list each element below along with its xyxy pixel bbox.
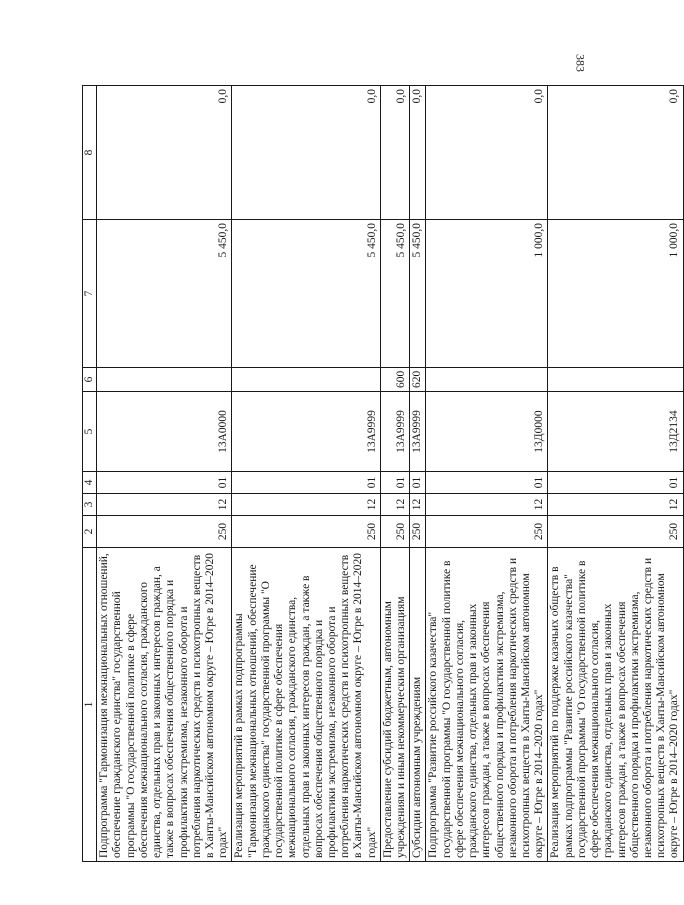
table-row <box>548 86 683 862</box>
row-admin-code: 250 <box>410 516 426 548</box>
header-cell-8: 8 <box>83 86 97 220</box>
row-subsection: 01 <box>97 472 232 494</box>
row-target-article: 13А0000 <box>97 392 232 472</box>
table-row <box>232 86 380 862</box>
row-description: Реализация мероприятий по поддержке казачьих обществ в рамках подпрограммы "Развитие российского казачества" государственной программы "О государственной политике в сфере обеспечения межнационального согласия, гражданского единства, отдельных прав и законных интересов граждан, а также в вопросах обеспечения общественного порядка и профилактики экстремизма, незаконного оборота и потребления наркотических средств и психотропных веществ в Ханты-Мансийском автономном округе – Югре в 2014–2020 годах" <box>548 548 683 862</box>
row-section: 12 <box>410 494 426 516</box>
row-target-article: 13А9999 <box>232 392 380 472</box>
row-subsection: 01 <box>232 472 380 494</box>
table-row <box>97 86 232 862</box>
row-amount-2: 0,0 <box>97 86 232 220</box>
row-section: 12 <box>97 494 232 516</box>
budget-table <box>82 85 684 862</box>
row-amount: 1 000,0 <box>426 220 548 368</box>
row-description: Субсидии автономным учреждениям <box>410 548 426 862</box>
row-admin-code: 250 <box>97 516 232 548</box>
row-section: 12 <box>426 494 548 516</box>
budget-table-container <box>82 86 681 862</box>
row-admin-code: 250 <box>380 516 409 548</box>
row-expense-type: 600 <box>380 368 409 392</box>
header-cell-5: 5 <box>83 392 97 472</box>
header-cell-6: 6 <box>83 368 97 392</box>
row-subsection: 01 <box>410 472 426 494</box>
row-section: 12 <box>380 494 409 516</box>
row-amount-2: 0,0 <box>232 86 380 220</box>
row-subsection: 01 <box>548 472 683 494</box>
row-expense-type <box>548 368 683 392</box>
row-target-article: 13А9999 <box>380 392 409 472</box>
page-number: 383 <box>573 54 588 72</box>
row-section: 12 <box>232 494 380 516</box>
row-description: Предоставление субсидий бюджетным, автономным учреждениям и иным некоммерческим организациям <box>380 548 409 862</box>
header-cell-3: 3 <box>83 494 97 516</box>
row-admin-code: 250 <box>548 516 683 548</box>
header-cell-7: 7 <box>83 220 97 368</box>
row-amount-2: 0,0 <box>410 86 426 220</box>
row-section: 12 <box>548 494 683 516</box>
row-amount: 5 450,0 <box>97 220 232 368</box>
row-expense-type: 620 <box>410 368 426 392</box>
row-admin-code: 250 <box>426 516 548 548</box>
row-amount: 5 450,0 <box>410 220 426 368</box>
row-description: Подпрограмма "Гармонизация межнациональных отношений, обеспечение гражданского единства" государственной программы "О государственной политике в сфере обеспечения межнационального согласия, гражданского единства, отдельных прав и законных интересов граждан, а также в вопросах обеспечения общественного порядка и профилактики экстремизма, незаконного оборота и потребления наркотических средств и психотропных веществ в Ханты-Мансийском автономном округе – Югре в 2014–2020 годах" <box>97 548 232 862</box>
table-header-row <box>83 86 97 862</box>
row-amount-2: 0,0 <box>380 86 409 220</box>
row-expense-type <box>97 368 232 392</box>
header-cell-2: 2 <box>83 516 97 548</box>
row-amount-2: 0,0 <box>548 86 683 220</box>
row-subsection: 01 <box>380 472 409 494</box>
rotated-page-content <box>82 86 681 862</box>
row-description: Реализация мероприятий в рамках подпрограммы "Гармонизация межнациональных отношений, обеспечение гражданского единства" государственной программы "О государственной политике в сфере обеспечения межнационального согласия, гражданского единства, отдельных прав и законных интересов граждан, а также в вопросах обеспечения общественного порядка и профилактики экстремизма, незаконного оборота и потребления наркотических средств и психотропных веществ в Ханты-Мансийском автономном округе – Югре в 2014–2020 годах" <box>232 548 380 862</box>
row-target-article: 13Д0000 <box>426 392 548 472</box>
table-row <box>410 86 426 862</box>
row-description: Подпрограмма "Развитие российского казачества" государственной программы "О государственной политике в сфере обеспечения межнационального согласия, гражданского единства, отдельных прав и законных интересов граждан, а также в вопросах обеспечения общественного порядка и профилактики экстремизма, незаконного оборота и потребления наркотических средств и психотропных веществ в Ханты-Мансийском автономном округе – Югре в 2014–2020 годах" <box>426 548 548 862</box>
row-amount: 5 450,0 <box>232 220 380 368</box>
row-subsection: 01 <box>426 472 548 494</box>
row-target-article: 13Д2134 <box>548 392 683 472</box>
table-row <box>426 86 548 862</box>
table-row <box>380 86 409 862</box>
row-target-article: 13А9999 <box>410 392 426 472</box>
row-expense-type <box>232 368 380 392</box>
row-amount: 5 450,0 <box>380 220 409 368</box>
row-expense-type <box>426 368 548 392</box>
header-cell-1: 1 <box>83 548 97 862</box>
row-amount: 1 000,0 <box>548 220 683 368</box>
row-amount-2: 0,0 <box>426 86 548 220</box>
row-admin-code: 250 <box>232 516 380 548</box>
header-cell-4: 4 <box>83 472 97 494</box>
